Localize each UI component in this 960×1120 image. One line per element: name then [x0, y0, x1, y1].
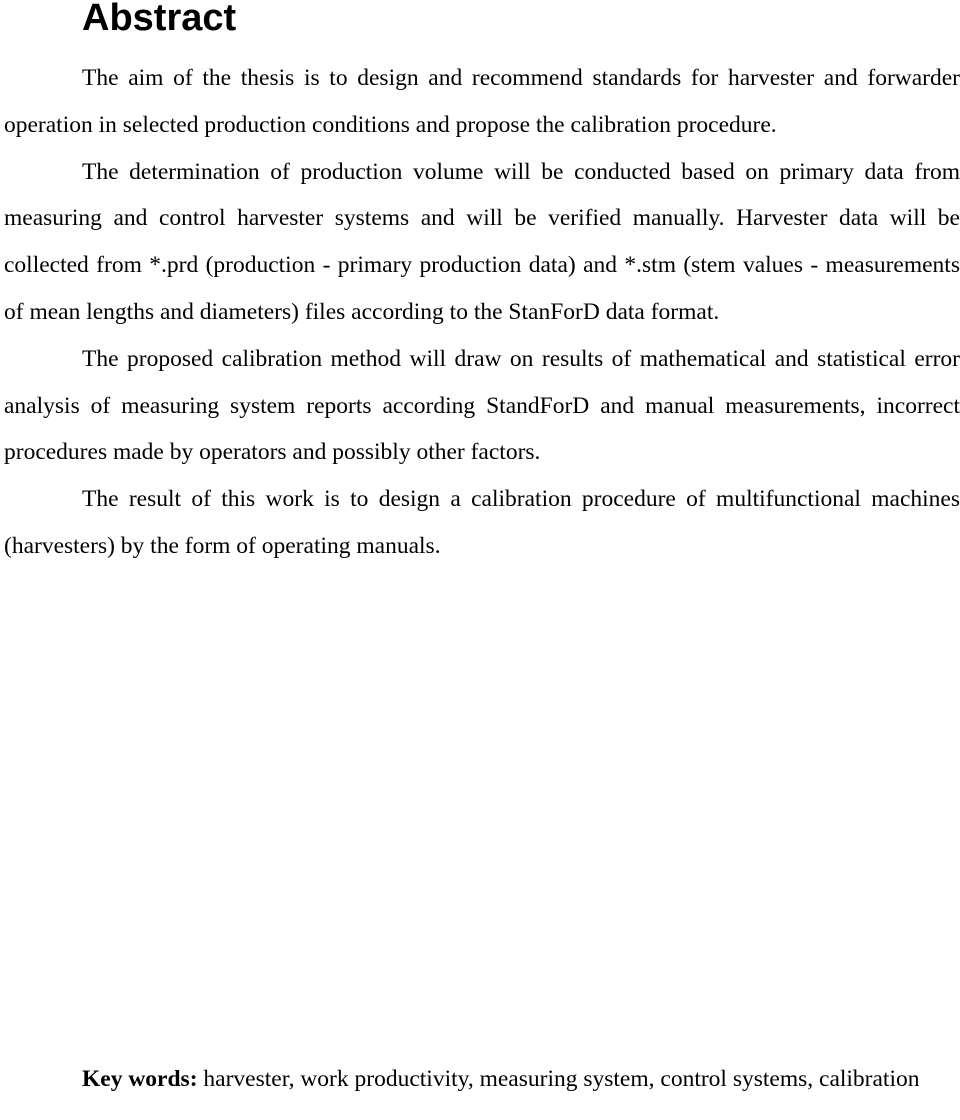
- abstract-paragraph-2: The determination of production volume will be conducted based on primary data from measuring and control harvester systems and will be verified manually. Harvester data will be collected from *.prd (production - primary production data) and *.stm (stem values - measurements of mean lengths and diameters) files according to the StanForD data format.: [4, 158, 960, 325]
- abstract-paragraph-3: The proposed calibration method will draw on results of mathematical and statistical error analysis of measuring system reports according StandForD and manual measurements, incorrect procedures made by operators and possibly other factors.: [4, 345, 960, 466]
- abstract-body: [4, 55, 960, 570]
- keywords-text: harvester, work productivity, measuring system, control systems, calibration: [203, 1066, 920, 1092]
- keywords-label: Key words:: [82, 1066, 198, 1092]
- keywords-line: [4, 1063, 960, 1095]
- abstract-paragraph-4: The result of this work is to design a calibration procedure of multifunctional machines (harvesters) by the form of operating manuals.: [4, 486, 960, 559]
- section-heading: Abstract: [82, 0, 237, 39]
- abstract-paragraph-1: The aim of the thesis is to design and recommend standards for harvester and forwarder operation in selected production conditions and propose the calibration procedure.: [4, 65, 960, 138]
